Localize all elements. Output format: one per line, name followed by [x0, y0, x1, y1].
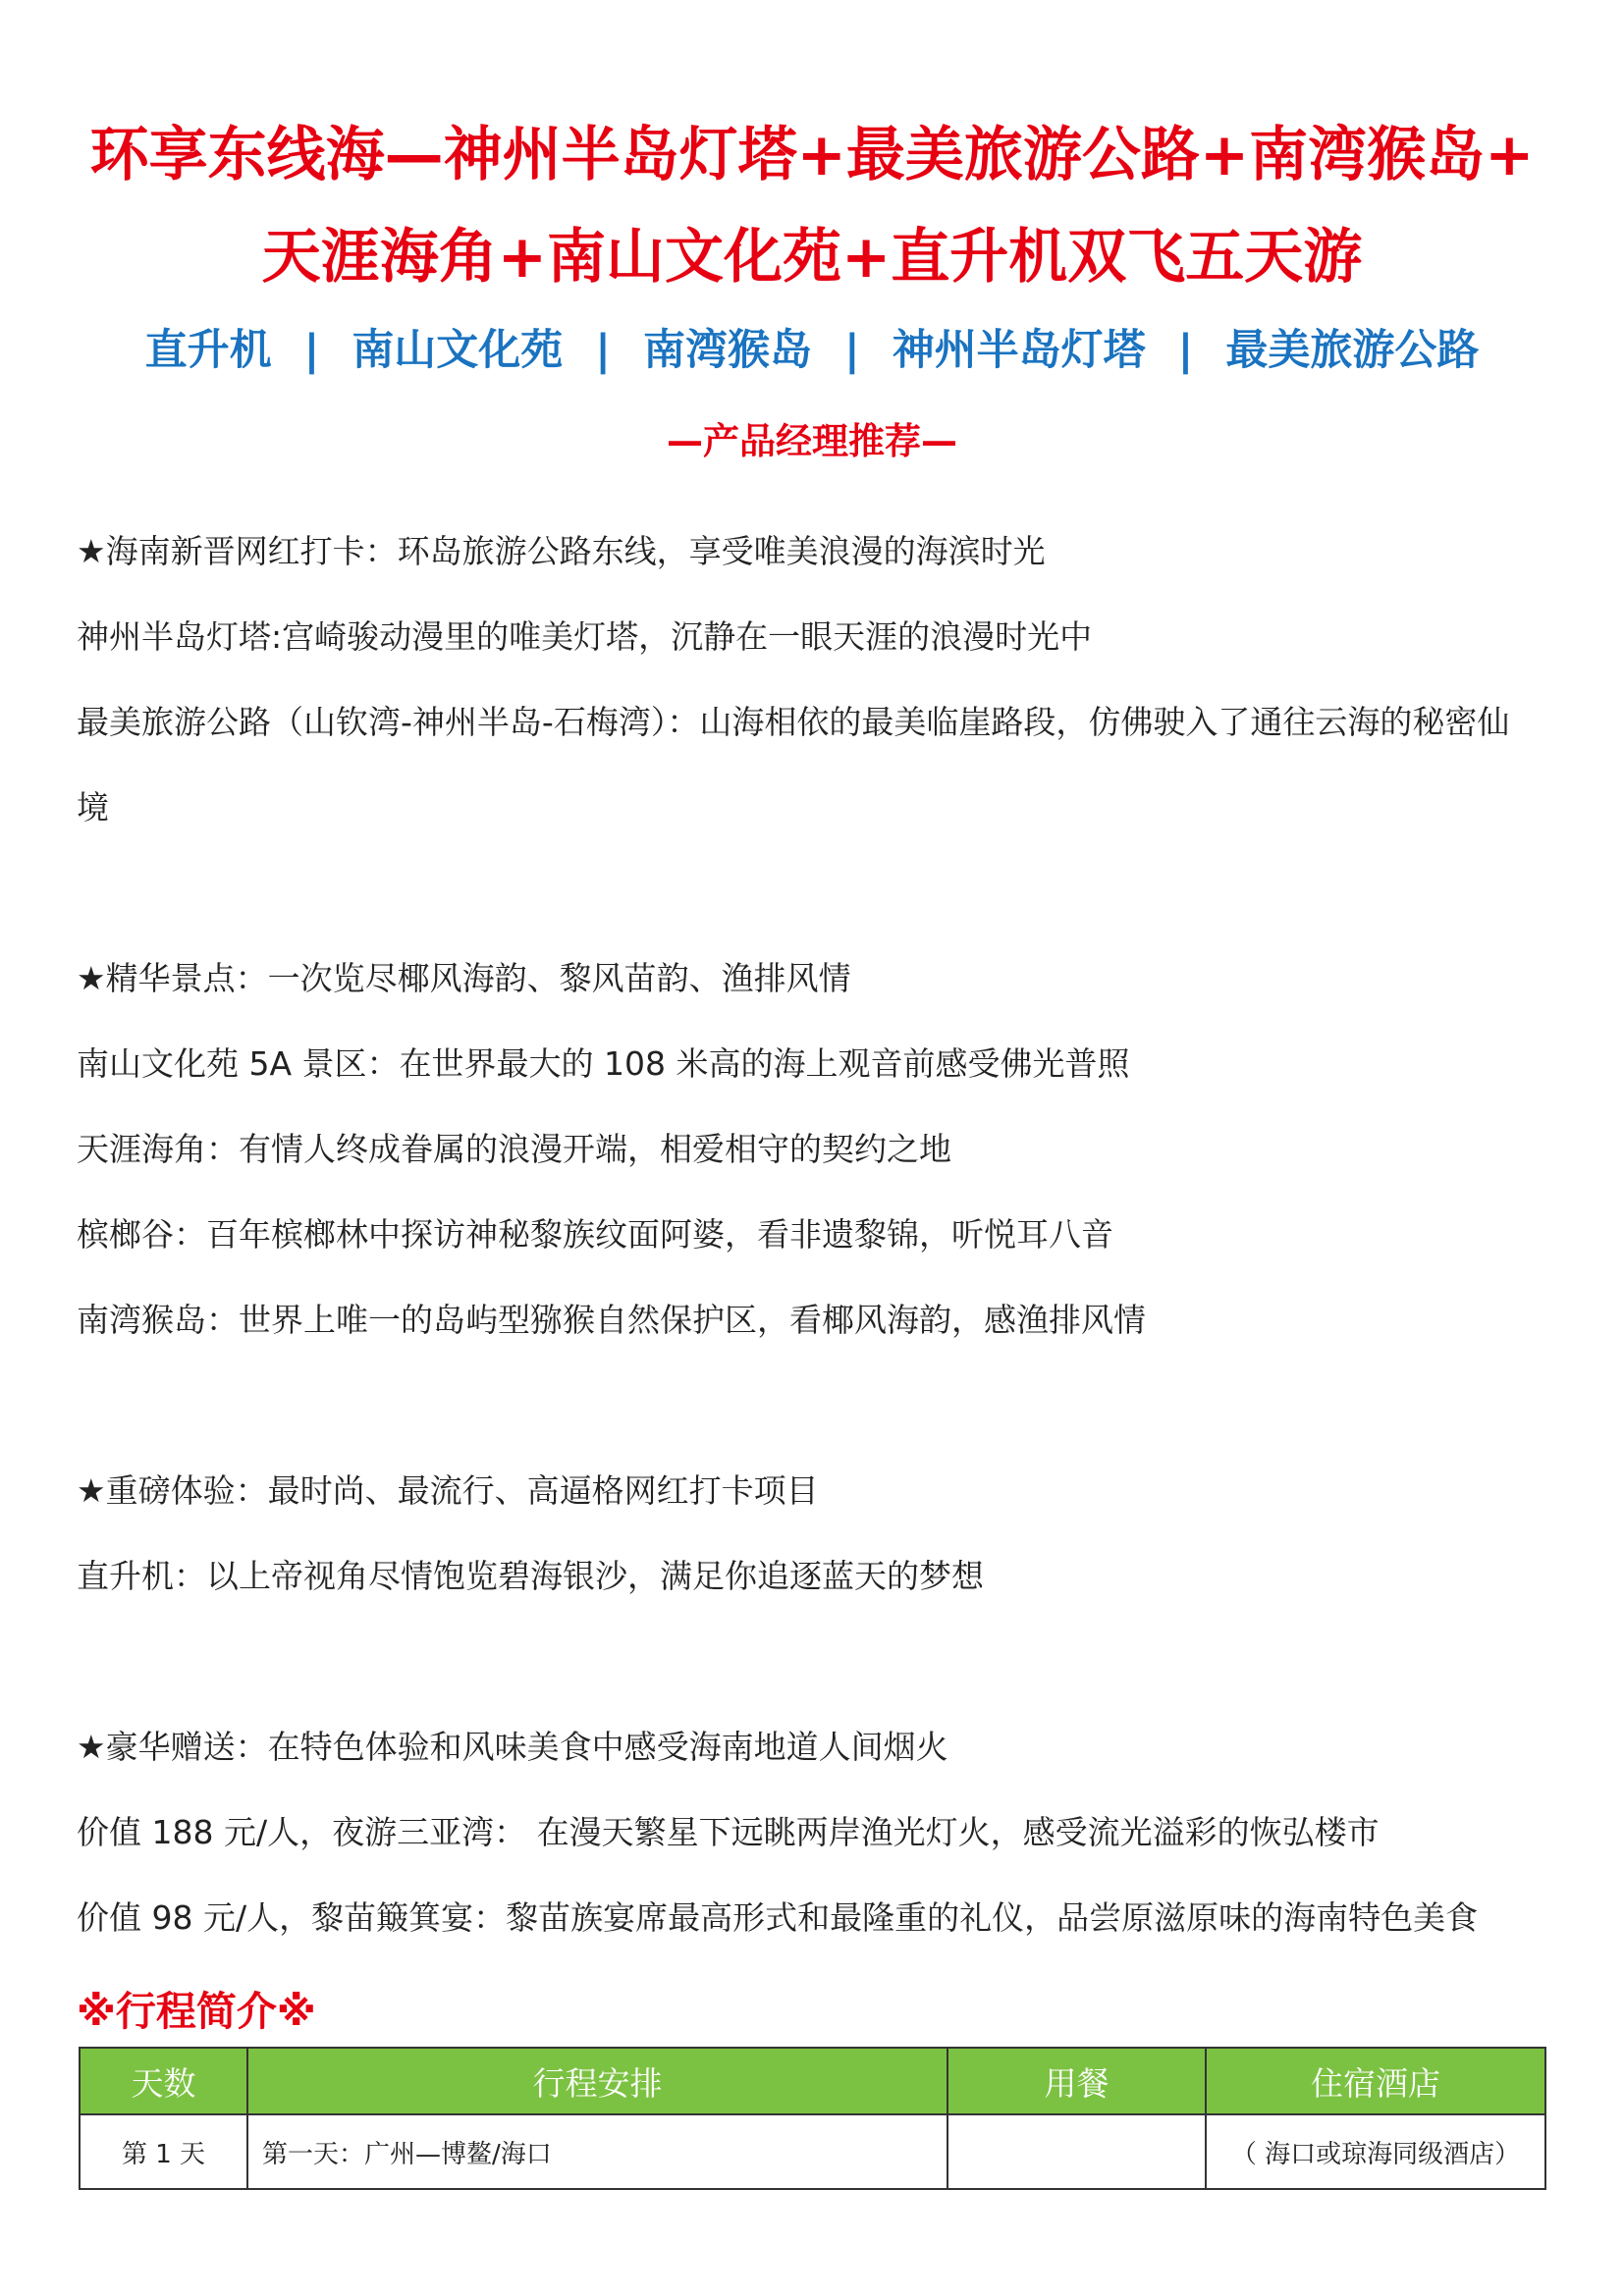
section-heading-highlights: ★精华景点：一次览尽椰风海韵、黎风苗韵、渔排风情 [77, 959, 851, 997]
body-line: 直升机：以上帝视角尽情饱览碧海银沙，满足你追逐蓝天的梦想 [77, 1557, 984, 1595]
header-plan: 行程安排 [247, 2048, 947, 2114]
body-line: 南山文化苑 5A 景区：在世界最大的 108 米高的海上观音前感受佛光普照 [77, 1044, 1130, 1083]
itinerary-title: ※行程简介※ [77, 1988, 316, 2035]
tag-separator: | [1177, 326, 1194, 375]
tag-monkey-island: 南湾猴岛 [643, 326, 812, 375]
tag-nanshan: 南山文化苑 [352, 326, 564, 375]
cell-meals [947, 2114, 1206, 2189]
body-line: 最美旅游公路（山钦湾-神州半岛-石梅湾）：山海相依的最美临崖路段，仿佛驶入了通往云海的秘密仙 [77, 703, 1510, 741]
body-line: 境 [77, 788, 109, 827]
tag-lighthouse: 神州半岛灯塔 [892, 326, 1146, 375]
body-line: 槟榔谷：百年槟榔林中探访神秘黎族纹面阿婆，看非遗黎锦，听悦耳八音 [77, 1215, 1113, 1254]
body-line: 价值 98 元/人，黎苗簸箕宴：黎苗族宴席最高形式和最隆重的礼仪，品尝原滋原味的海南特色美食 [77, 1898, 1479, 1937]
title-line-1: 环享东线海—神州半岛灯塔+最美旅游公路+南湾猴岛+ [89, 121, 1535, 189]
itinerary-table [79, 2047, 1546, 2190]
cell-day: 第 1 天 [80, 2114, 247, 2189]
title-line-2: 天涯海角+南山文化苑+直升机双飞五天游 [261, 223, 1363, 292]
highlight-tags [59, 316, 1565, 385]
section-heading-internet-checkin: ★海南新晋网红打卡：环岛旅游公路东线，享受唯美浪漫的海滨时光 [77, 532, 1046, 570]
cell-hotel: （ 海口或琼海同级酒店） [1206, 2114, 1545, 2189]
header-hotel: 住宿酒店 [1206, 2048, 1545, 2114]
tag-separator: | [843, 326, 860, 375]
body-line: 价值 188 元/人，夜游三亚湾： 在漫天繁星下远眺两岸渔光灯火，感受流光溢彩的恢弘楼市 [77, 1813, 1380, 1851]
cell-plan: 第一天：广州—博鳌/海口 [247, 2114, 947, 2189]
tag-separator: | [303, 326, 320, 375]
table-row [80, 2114, 1545, 2189]
tag-scenic-road: 最美旅游公路 [1225, 326, 1480, 375]
manager-recommend-heading: —产品经理推荐— [667, 420, 957, 462]
body-line: 南湾猴岛：世界上唯一的岛屿型猕猴自然保护区，看椰风海韵，感渔排风情 [77, 1301, 1146, 1339]
section-heading-gifts: ★豪华赠送：在特色体验和风味美食中感受海南地道人间烟火 [77, 1728, 948, 1766]
body-line: 神州半岛灯塔:宫崎骏动漫里的唯美灯塔，沉静在一眼天涯的浪漫时光中 [77, 617, 1093, 656]
table-header-row [80, 2048, 1545, 2114]
tag-separator: | [595, 326, 612, 375]
header-meals: 用餐 [947, 2048, 1206, 2114]
header-day: 天数 [80, 2048, 247, 2114]
body-line: 天涯海角：有情人终成眷属的浪漫开端，相爱相守的契约之地 [77, 1130, 951, 1168]
section-heading-experience: ★重磅体验：最时尚、最流行、高逼格网红打卡项目 [77, 1471, 819, 1510]
tag-helicopter: 直升机 [144, 326, 272, 375]
